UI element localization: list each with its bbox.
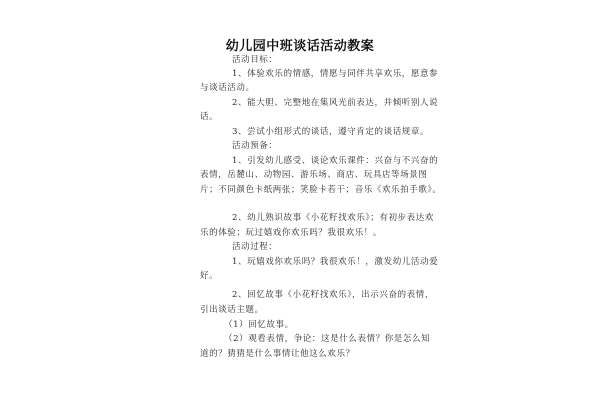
text-line: 1、体验欢乐的情感，情愿与同伴共享欢乐，愿意参 — [232, 69, 439, 79]
text-line: 1、玩嬉戏你欢乐吗？我很欢乐！，激发幼儿活动爱 — [232, 257, 439, 267]
text-line: 好。 — [200, 271, 219, 281]
text-line: 2、幼儿熟识故事《小花籽找欢乐》；有初步表达欢 — [232, 213, 434, 223]
text-line: 2、能大胆、完整地在集风光前表达，并倾听别人说 — [232, 98, 439, 108]
text-line: 与谈话活动。 — [200, 83, 255, 93]
text-line: 话。 — [200, 112, 219, 122]
text-line: （1）回忆故事。 — [224, 320, 294, 330]
text-line: 2、回忆故事《小花籽找欢乐》，出示兴奋的表情， — [232, 290, 434, 300]
document-title: 幼儿园中班谈话活动教案 — [225, 39, 375, 54]
text-line: 道的？猜猜是什么事情让他这么欢乐？ — [200, 349, 355, 359]
text-line: 3、尝试小组形式的谈话，遵守肯定的谈话规章。 — [232, 127, 430, 137]
text-line: 乐的体验；玩过嬉戏你欢乐吗？我很欢乐！。 — [200, 228, 383, 238]
section-heading-preparation: 活动预备： — [232, 141, 278, 151]
text-line: （2）观看表情，争论：这是什么表情？你是怎么知 — [224, 334, 431, 344]
text-line: 表情，岳麓山、动物园、游乐场、商店、玩具店等场景图 — [200, 170, 428, 180]
section-heading-goals: 活动目标： — [232, 55, 278, 65]
text-line: 1、引发幼儿感受、谈论欢乐课件：兴奋与不兴奋的 — [232, 156, 439, 166]
text-line: 引出谈话主题。 — [200, 305, 264, 315]
section-heading-process: 活动过程： — [232, 242, 278, 252]
text-line: 片；不同颜色卡纸两张；笑脸卡若干；音乐《欢乐拍手歌》。 — [200, 185, 442, 195]
